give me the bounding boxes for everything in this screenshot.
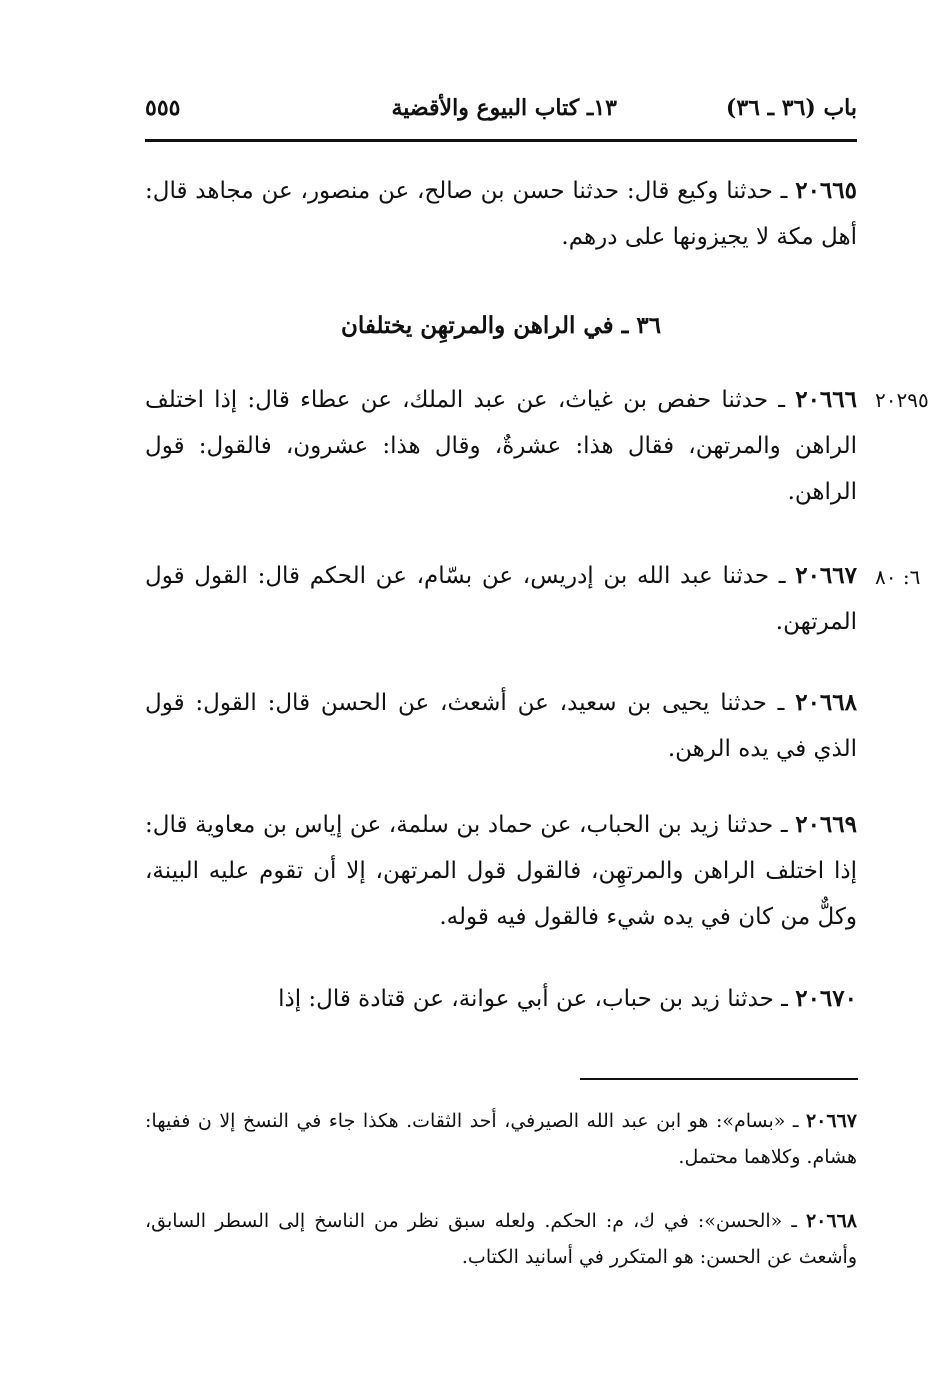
footnote-text: ـ «بسام»: هو ابن عبد الله الصيرفي، أحد الثقات. هكذا جاء في النسخ إلا ن ففيها: هشام. وكلاهما محتمل.	[145, 1110, 857, 1168]
hadith-entry	[145, 377, 857, 515]
footnote-text: ـ «الحسن»: في ك، م: الحكم. ولعله سبق نظر من الناسخ إلى السطر السابق، وأشعث عن الحسن: هو المتكرر في أسانيد الكتاب.	[145, 1210, 857, 1268]
hadith-number: ٢٠٦٦٩	[795, 811, 857, 838]
hadith-entry	[145, 802, 857, 940]
hadith-text: ـ حدثنا زيد بن حباب، عن أبي عوانة، عن قتادة قال: إذا	[278, 986, 796, 1012]
hadith-text: ـ حدثنا يحيى بن سعيد، عن أشعث، عن الحسن قال: القول: قول الذي في يده الرهن.	[145, 690, 857, 762]
hadith-text: ـ حدثنا وكيع قال: حدثنا حسن بن صالح، عن منصور، عن مجاهد قال: أهل مكة لا يجيزونها على درهم.	[145, 178, 857, 250]
chapter-range: باب (٣٦ ـ ٣٦)	[725, 95, 857, 121]
page-number: ٥٥٥	[145, 95, 181, 121]
section-heading: ٣٦ ـ في الراهن والمرتهِن يختلفان	[340, 312, 662, 339]
header-divider	[145, 139, 857, 142]
hadith-number: ٢٠٦٦٦	[795, 386, 857, 413]
footnote-divider	[580, 1078, 858, 1080]
footnote	[145, 1103, 857, 1175]
margin-reference: ٦: ٨٠	[875, 565, 921, 589]
hadith-number: ٢٠٦٦٨	[795, 689, 857, 716]
margin-reference: ٢٠٢٩٥	[875, 388, 929, 412]
hadith-number: ٢٠٦٧٠	[795, 985, 857, 1012]
hadith-entry	[145, 680, 857, 772]
hadith-entry	[145, 976, 857, 1022]
hadith-entry	[145, 168, 857, 260]
footnote	[145, 1203, 857, 1275]
hadith-entry	[145, 553, 857, 645]
book-title: ١٣ـ كتاب البيوع والأقضية	[391, 95, 617, 121]
hadith-text: ـ حدثنا حفص بن غياث، عن عبد الملك، عن عطاء قال: إذا اختلف الراهن والمرتهن، فقال هذا: عشرةٌ، وقال هذا: عشرون، فالقول: قول الراهن.	[145, 387, 857, 505]
hadith-number: ٢٠٦٦٧	[795, 562, 857, 589]
hadith-text: ـ حدثنا عبد الله بن إدريس، عن بسّام، عن الحكم قال: القول قول المرتهن.	[145, 563, 857, 635]
hadith-text: ـ حدثنا زيد بن الحباب، عن حماد بن سلمة، عن إياس بن معاوية قال: إذا اختلف الراهن والمرتهِن، فالقول قول المرتهن، إلا أن تقوم عليه البينة، وكلٌّ من كان في يده شيء فالقول فيه قوله.	[145, 812, 857, 930]
footnote-number: ٢٠٦٦٨	[805, 1210, 857, 1232]
footnote-number: ٢٠٦٦٧	[805, 1110, 857, 1132]
running-header	[145, 95, 857, 131]
hadith-number: ٢٠٦٦٥	[795, 177, 857, 204]
